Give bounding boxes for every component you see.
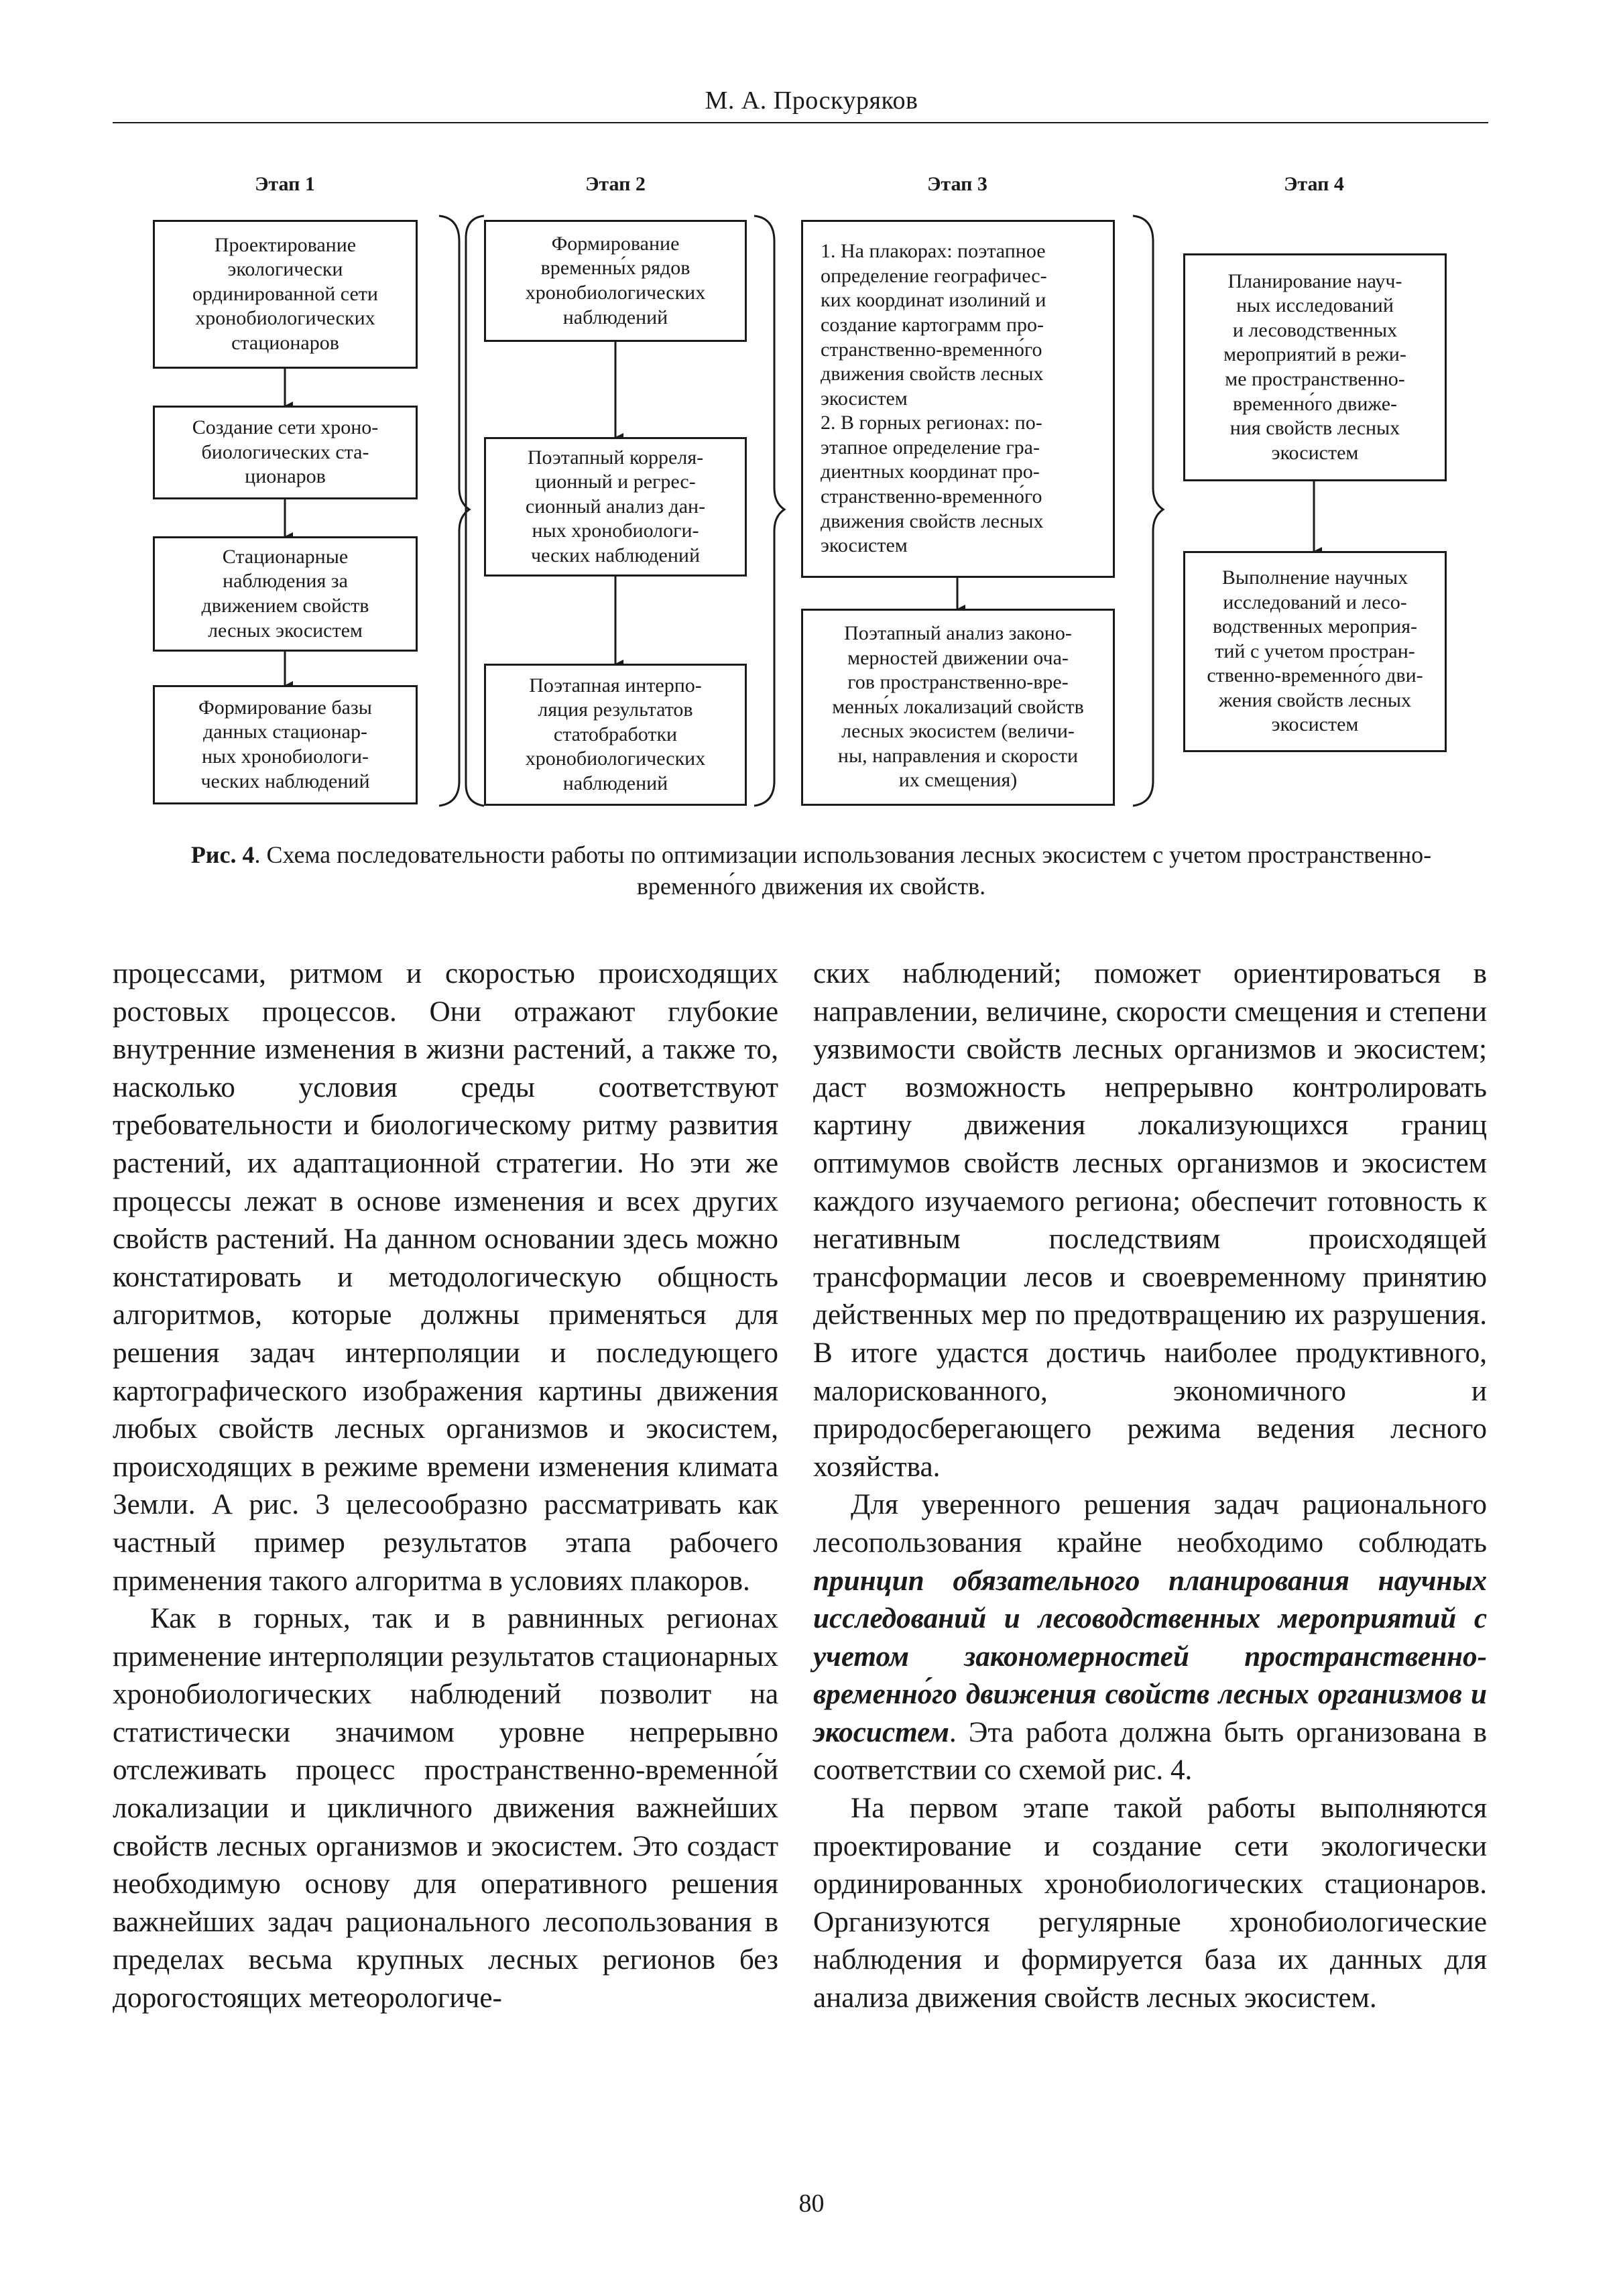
stage-1-box-4: Формирование базы данных стационар- ных хронобиологи- ческих наблюдений [153,685,418,804]
page-number: 80 [798,2189,825,2218]
stage-1-box-1: Проектирование экологически ординированной сети хронобиологических стационаров [153,220,418,369]
brace-3 [1133,216,1163,806]
caption-text: . Схема последовательности работы по оптимизации использования лесных экосистем с учетом пространственно-временно́го движения их свойств. [254,841,1432,900]
stage-3-box-1: 1. На плакорах: поэтапное определение географичес- ких координат изолиний и создание картограмм про- странственно-временно́го движения свойств лесных экосистем 2. В горных регионах: по- этапное определение гра- диентных координат про- странственно-временно́го движения свойств лесных экосистем [801,220,1115,578]
paragraph-right-2-start: Для уверенного решения задач рационального лесопользования крайне необходимо соблюдать [813,1489,1487,1559]
paragraph-right-2-end: . Эта работа должна быть организована в соответствии со схемой рис. 4. [813,1716,1487,1787]
text-column-right [813,955,1487,2018]
paragraph-left-1: процессами, ритмом и скоростью происходящих ростовых процессов. Они отражают глубокие внутренние изменения в жизни растений, а также то, насколько условия среды соответствуют требовательности и биологическому ритму развития растений, их адаптационной стратегии. Но эти же процессы лежат в основе изменения и всех других свойств растений. На данном основании здесь можно констатировать и методологическую общность алгоритмов, которые должны применяться для решения задач интерполяции и последующего картографического изображения картины движения любых свойств лесных организмов и экосистем, происходящих в режиме времени изменения климата Земли. А рис. 3 целесообразно рассматривать как частный пример результатов этапа рабочего применения такого алгоритма в условиях плакоров. [113,958,778,1597]
stage-3-title: Этап 3 [927,173,987,195]
stage-2-box-2: Поэтапный корреля- ционный и регрес- сионный анализ дан- ных хронобиологи- ческих наблюдений [484,437,747,577]
brace-2 [754,216,784,806]
paragraph-right-2 [813,1486,1487,1790]
stage-4-box-2: Выполнение научных исследований и лесо- водственных мероприя- тий с учетом простран- ственно-временно́го дви- жения свойств лесных экосистем [1183,551,1447,752]
paragraph-right-3: На первом этапе такой работы выполняются проектирование и создание сети экологически ординированных хронобиологических стационаров. Организуются регулярные хронобиологические наблюдения и формируется база их данных для анализа движения свойств лесных экосистем. [813,1793,1487,2014]
running-head: М. А. Проскуряков [705,86,918,115]
stage-1-box-2: Создание сети хроно- биологических ста- ционаров [153,406,418,499]
caption-label: Рис. 4 [190,841,255,868]
figure-caption [151,839,1471,902]
stage-2-box-3: Поэтапная интерпо- ляция результатов статобработки хронобиологических наблюдений [484,664,747,806]
stage-1-box-3: Стационарные наблюдения за движением свойств лесных экосистем [153,536,418,652]
paragraph-left-2: Как в горных, так и в равнинных регионах применение интерполяции результатов стационарных хронобиологических наблюдений позволит на статистически значимом уровне непрерывно отслеживать процесс пространственно-временно́й локализации и цикличного движения важнейших свойств лесных организмов и экосистем. Это создаст необходимую основу для оперативного решения важнейших задач рационального лесопользования в пределах весьма крупных лесных регионов без дорогостоящих метеорологиче- [113,1603,778,2014]
text-column-left [113,955,778,2018]
paragraph-right-1: ских наблюдений; поможет ориентироваться в направлении, величине, скорости смещения и степени уязвимости свойств лесных организмов и экосистем; даст возможность непрерывно контролировать картину движения локализующихся границ оптимумов свойств лесных организмов и экосистем каждого изучаемого региона; обеспечит готовность к негативным последствиям происходящей трансформации лесов и своевременному принятию действенных мер по предотвращению их разрушения. В итоге удастся достичь наиболее продуктивного, малорискованного, экономичного и природосберегающего режима ведения лесного хозяйства. [813,958,1487,1483]
brace-1 [439,216,469,806]
stage-4-title: Этап 4 [1284,173,1344,195]
stage-2-box-1: Формирование временны́х рядов хронобиологических наблюдений [484,220,747,342]
stage-1-title: Этап 1 [255,173,315,195]
stage-4-box-1: Планирование науч- ных исследований и лесоводственных мероприятий в режи- ме пространственно- временно́го движе- ния свойств лесных экосистем [1183,253,1447,481]
stage-2-title: Этап 2 [585,173,646,195]
stage-3-box-2: Поэтапный анализ законо- мерностей движении оча- гов пространственно-вре- менны́х локализаций свойств лесных экосистем (величи- ны, направления и скорости их смещения) [801,609,1115,806]
principle-emphasis: принцип обязательного планирования научных исследований и лесоводственных мероприятий с учетом закономерностей пространственно-временно́го движения свойств лесных организмов и экосистем [813,1565,1487,1748]
